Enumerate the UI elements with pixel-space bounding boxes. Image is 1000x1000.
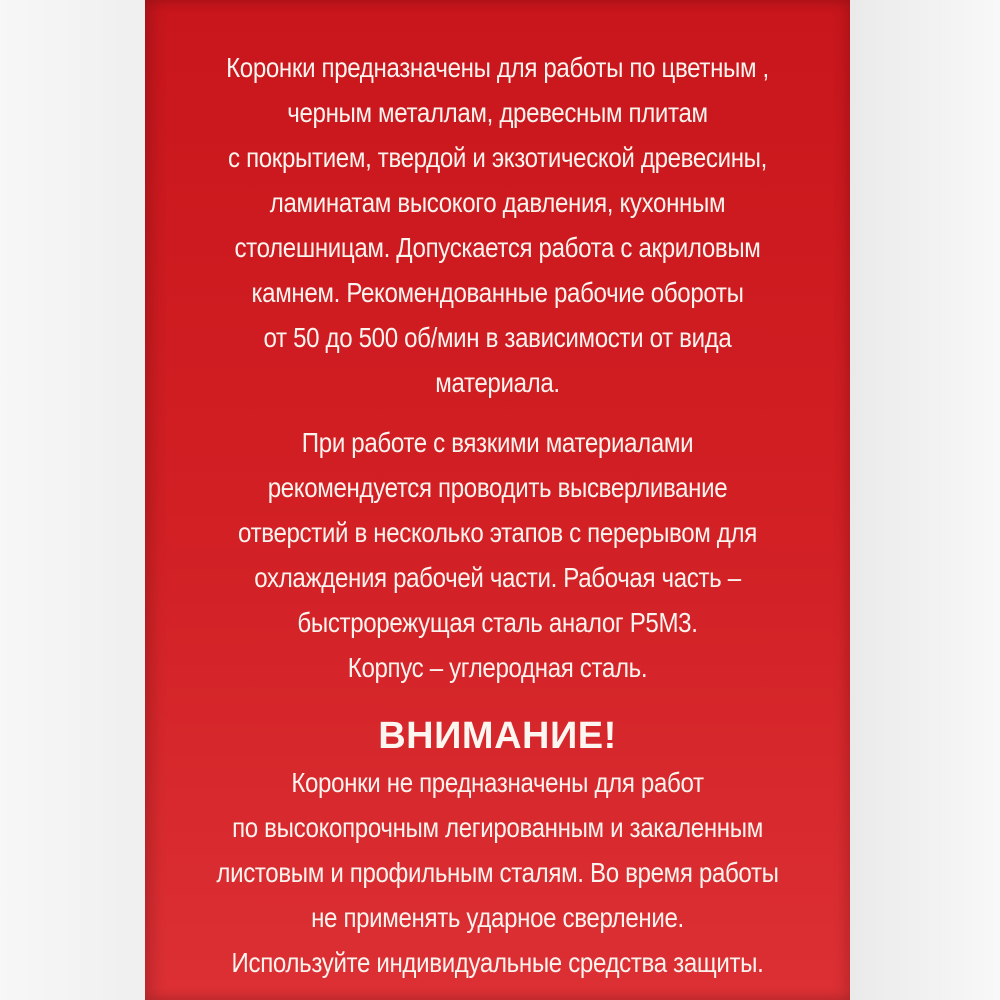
warning-line: не применять ударное сверление. (311, 902, 684, 933)
text-line: с покрытием, твердой и экзотической древесины, (228, 142, 767, 173)
text-line: камнем. Рекомендованные рабочие обороты (251, 277, 744, 308)
text-line: отверстий в несколько этапов с перерывом для (238, 517, 757, 548)
text-line: При работе с вязкими материалами (301, 427, 694, 458)
text-line: от 50 до 500 об/мин в зависимости от вида (263, 322, 732, 353)
text-line: черным металлам, древесным плитам (287, 97, 708, 128)
warning-title: ВНИМАНИЕ! (378, 715, 617, 757)
text-line: Коронки предназначены для работы по цветным , (226, 52, 769, 83)
text-line: ламинатам высокого давления, кухонным (269, 187, 726, 218)
box-edge-right (850, 0, 1000, 1000)
warning-line: листовым и профильным сталям. Во время работы (216, 857, 779, 888)
box-edge-left (0, 0, 145, 1000)
red-instruction-panel (145, 0, 850, 1000)
text-line: Корпус – углеродная сталь. (347, 652, 648, 683)
text-line: быстрорежущая сталь аналог Р5М3. (297, 607, 698, 638)
text-line: материала. (435, 367, 560, 398)
text-line: рекомендуется проводить высверливание (267, 472, 728, 503)
warning-section (155, 712, 840, 985)
drilling-paragraph (155, 420, 840, 690)
warning-line: Используйте индивидуальные средства защиты. (231, 947, 764, 978)
text-line: столешницам. Допускается работа с акриловым (234, 232, 761, 263)
text-line: охлаждения рабочей части. Рабочая часть – (254, 562, 741, 593)
warning-line: Коронки не предназначены для работ (291, 767, 704, 798)
warning-line: по высокопрочным легированным и закаленным (232, 812, 763, 843)
usage-paragraph (155, 45, 840, 405)
